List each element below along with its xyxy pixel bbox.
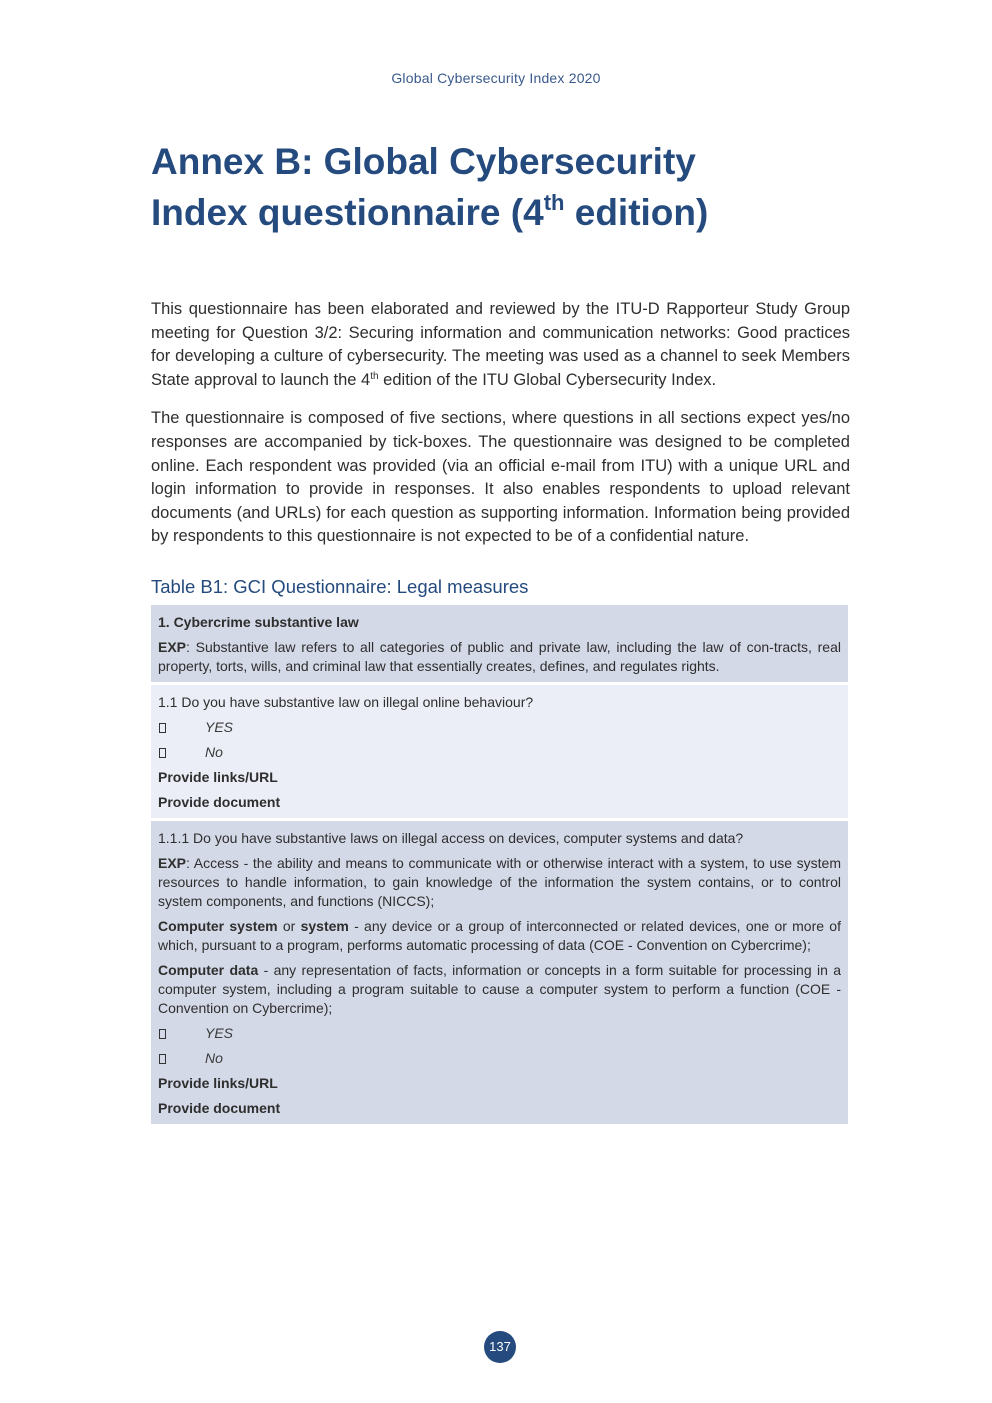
definition-text: - any representation of facts, information or concepts in a form suitable for processing in a computer system, including a program suitable to cause a computer system to perform a function (COE - Convention on Cybercrime); <box>158 962 841 1016</box>
question-block-1-1-1 <box>151 821 848 1124</box>
running-header: Global Cybersecurity Index 2020 <box>391 70 601 86</box>
intro-p1-superscript: th <box>370 370 379 382</box>
section-header-block <box>151 605 848 682</box>
exp-label: EXP <box>158 855 187 871</box>
computer-data-definition <box>158 961 841 1018</box>
page-number-badge: 137 <box>484 1331 516 1363</box>
section-heading: 1. Cybercrime substantive law <box>158 614 359 630</box>
definition-text: - any device or a group of interconnected or related devices, one or more of which, pursuant to a program, performs automatic processing of data (COE - Convention on Cybercrime); <box>158 918 841 953</box>
exp-label: EXP <box>158 639 187 655</box>
option-no-label: No <box>205 744 223 760</box>
checkbox-yes[interactable] <box>159 1029 166 1039</box>
title-line-1: Annex B: Global Cybersecurity <box>151 141 696 182</box>
option-no[interactable] <box>158 1049 841 1068</box>
provide-links-label: Provide links/URL <box>158 769 278 785</box>
option-no-label: No <box>205 1050 223 1066</box>
question-block-1-1 <box>151 685 848 818</box>
option-yes-label: YES <box>205 1025 234 1041</box>
question-text: 1.1.1 Do you have substantive laws on illegal access on devices, computer systems and data? <box>158 830 744 846</box>
option-yes[interactable] <box>158 718 841 737</box>
intro-p1-text-end: edition of the ITU Global Cybersecurity Index. <box>378 370 717 389</box>
option-no[interactable] <box>158 743 841 762</box>
checkbox-no[interactable] <box>159 748 166 758</box>
title-line-2-start: Index questionnaire (4 <box>151 192 544 233</box>
questionnaire-table <box>151 605 848 1124</box>
exp-text: : Access - the ability and means to communicate with or otherwise interact with a system, to use system resources to handle information, to gain knowledge of the information the system contains, or to control system components, and functions (NICCS); <box>158 855 841 909</box>
term-computer-system: Computer system <box>158 918 278 934</box>
term-or: or <box>277 918 301 934</box>
intro-paragraph-2: The questionnaire is composed of five sections, where questions in all sections expect yes/no responses are accompanied by tick-boxes. The questionnaire was designed to be completed online. Each respondent was provided (via an official e-mail from ITU) with a unique URL and login information to provide in responses. It also enables respondents to upload relevant documents (and URLs) for each question as supporting information. Information being provided by respondents to this questionnaire is not expected to be of a confidential nature. <box>151 409 850 546</box>
title-superscript: th <box>543 190 565 215</box>
checkbox-yes[interactable] <box>159 723 166 733</box>
term-system: system <box>300 918 349 934</box>
option-yes-label: YES <box>205 719 234 735</box>
section-explanation <box>158 638 841 676</box>
exp-text: : Substantive law refers to all categories of public and private law, including the law of con-tracts, real property, torts, wills, and criminal law that essentially creates, defines, and regulates rights. <box>158 639 841 674</box>
intro-p1-text: This questionnaire has been elaborated and reviewed by the ITU-D Rapporteur Study Group meeting for Question 3/2: Securing information and communication networks: Good practices for developing a culture of cybersecurity. The meeting was used as a channel to seek Members State approval to launch the 4 <box>151 300 850 389</box>
checkbox-no[interactable] <box>159 1054 166 1064</box>
computer-system-definition <box>158 917 841 955</box>
provide-links-label: Provide links/URL <box>158 1075 278 1091</box>
access-explanation <box>158 854 841 911</box>
title-line-2-end: edition) <box>564 192 709 233</box>
question-text: 1.1 Do you have substantive law on illegal online behaviour? <box>158 694 534 710</box>
page-title <box>151 136 851 238</box>
option-yes[interactable] <box>158 1024 841 1043</box>
intro-paragraph-1 <box>151 298 850 392</box>
provide-document-label: Provide document <box>158 794 281 810</box>
provide-document-label: Provide document <box>158 1100 281 1116</box>
intro-section <box>151 298 850 564</box>
term-computer-data: Computer data <box>158 962 259 978</box>
table-caption: Table B1: GCI Questionnaire: Legal measures <box>151 576 529 597</box>
